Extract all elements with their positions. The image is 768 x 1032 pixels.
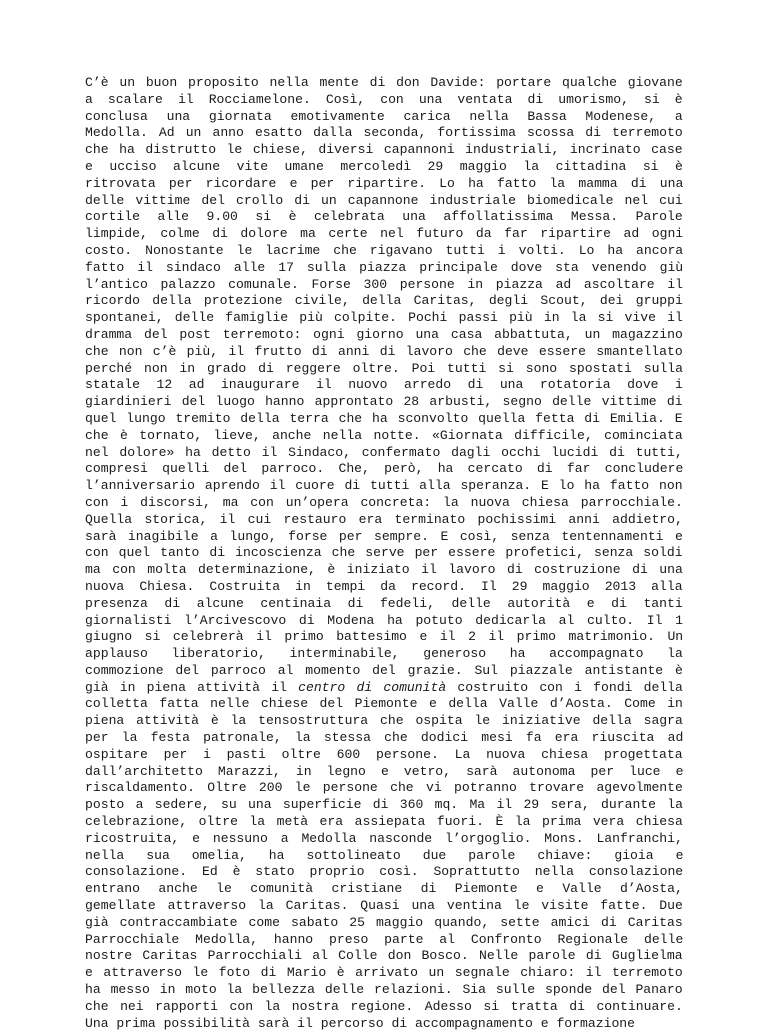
text-line: commozione del parroco al momento del grazie. Sul piazzale antistante è — [85, 662, 683, 678]
text-line: celebrazione, oltre la metà era assiepata fuori. È la prima vera chiesa — [85, 814, 683, 830]
text-line: delle vittime del crollo di un capannone industriale biomedicale nel cui — [85, 192, 683, 208]
text-line: ritrovata per ricordare e per ripartire. Lo ha fatto la mamma di una — [85, 175, 684, 191]
text-line: che ha distrutto le chiese, diversi capannoni industriali, incrinato case — [85, 142, 683, 158]
text-line: dramma del post terremoto: ogni giorno una casa abbattuta, un magazzino — [85, 326, 683, 342]
text-line: a scalare il Rocciamelone. Così, con una ventata di umorismo, si è — [85, 91, 683, 107]
text-line: che non c’è più, il frutto di anni di lavoro che deve essere smantellato — [85, 343, 683, 359]
text-line: entrano anche le comunità cristiane di Piemonte e Valle d’Aosta, — [85, 881, 683, 897]
text-line: compresi quelli del parroco. Che, però, ha cercato di far concludere — [85, 461, 684, 477]
text-line: nel dolore» ha detto il Sindaco, confermato dagli occhi lucidi di tutti, — [85, 444, 683, 460]
text-line: l’anniversario aprendo il cuore di tutti alla speranza. E lo ha fatto non — [85, 478, 683, 494]
text-line: che è tornato, lieve, anche nella notte. «Giornata difficile, cominciata — [85, 427, 683, 443]
text-line: l’antico palazzo comunale. Forse 300 persone in piazza ad ascoltare il — [85, 276, 684, 292]
text-line: Medolla. Ad un anno esatto dalla seconda, fortissima scossa di terremoto — [85, 125, 683, 141]
text-line: ma con molta determinazione, è iniziato il lavoro di costruzione di una — [85, 562, 683, 578]
text-line: per la festa patronale, la stessa che dodici mesi fa era riuscita ad — [85, 730, 684, 746]
text-line: con i discorsi, ma con un’opera concreta: la nuova chiesa parrocchiale. — [85, 494, 683, 510]
text-line: sarà inagibile a lungo, forse per sempre. E così, senza tentennamenti e — [85, 528, 683, 544]
text-fragment: costruito con i fondi della — [446, 679, 683, 695]
text-line: quel lungo tremito della terra che ha sconvolto quella fetta di Emilia. E — [85, 410, 683, 426]
text-line: cortile alle 9.00 si è celebrata una affollatissima Messa. Parole — [85, 209, 683, 225]
text-line: applauso liberatorio, interminabile, generoso ha accompagnato la — [85, 646, 683, 662]
text-line: gemellate attraverso la Caritas. Quasi una ventina le visite fatte. Due — [85, 898, 683, 914]
text-line: spontanei, delle famiglie più colpite. Pochi passi più in la si vive il — [85, 310, 683, 326]
text-line: Una prima possibilità sarà il percorso di accompagnamento e formazione — [85, 1015, 636, 1031]
text-line: con quel tanto di incoscienza che serve per essere profetici, senza soldi — [85, 545, 683, 561]
text-line: C’è un buon proposito nella mente di don Davide: portare qualche giovane — [85, 75, 683, 90]
text-line: piena attività è la tensostruttura che ospita le iniziative della sagra — [85, 713, 683, 729]
text-line: Quella storica, il cui restauro era terminato pochissimi anni addietro, — [85, 511, 683, 527]
text-line: limpide, colme di dolore ma certe nel futuro da far ripartire ad ogni — [85, 226, 684, 242]
text-line: e ucciso alcune vite umane mercoledì 29 maggio la cittadina si è — [85, 158, 683, 174]
text-line: nostre Caritas Parrocchiali al Colle don Bosco. Nelle parole di Guglielma — [85, 948, 683, 964]
text-line: riscaldamento. Oltre 200 le persone che vi potranno trovare agevolmente — [85, 780, 683, 796]
italic-phrase: centro di comunità — [298, 679, 447, 695]
text-line: giardinieri del luogo hanno approntato 28 arbusti, segno delle vittime di — [85, 394, 683, 410]
text-line: nuova Chiesa. Costruita in tempi da record. Il 29 maggio 2013 alla — [85, 578, 683, 594]
text-line: consolazione. Ed è stato proprio così. Soprattutto nella consolazione — [85, 864, 684, 880]
text-line: posto a sedere, su una superficie di 360 mq. Ma il 29 sera, durante la — [85, 797, 684, 813]
text-line: colletta fatta nelle chiese del Piemonte e della Valle d’Aosta. Come in — [85, 696, 683, 712]
text-line: statale 12 ad inaugurare il nuovo arredo di una rotatoria dove i — [85, 377, 683, 393]
text-line: dall’architetto Marazzi, in legno e vetro, sarà autonoma per luce e — [85, 763, 684, 779]
text-line: ricostruita, e nessuno a Medolla nasconde l’orgoglio. Mons. Lanfranchi, — [85, 830, 683, 846]
text-line: conclusa una giornata emotivamente carica nella Bassa Modenese, a — [85, 108, 683, 124]
text-line: presenza di alcune centinaia di fedeli, delle autorità e di tanti — [85, 595, 683, 611]
text-line: nella sua omelia, ha sottolineato due parole chiave: gioia e — [85, 847, 684, 863]
text-line: ricordo della protezione civile, della Caritas, degli Scout, dei gruppi — [85, 293, 683, 309]
text-line: giugno si celebrerà il primo battesimo e il 2 il primo matrimonio. Un — [85, 629, 684, 645]
text-fragment: già in piena attività il — [85, 679, 299, 695]
text-line: che nei rapporti con la nostra regione. Adesso si tratta di continuare. — [85, 998, 683, 1014]
article-body — [85, 75, 683, 1032]
text-line: già contraccambiate come sabato 25 maggio quando, sette amici di Caritas — [85, 914, 683, 930]
text-line: ha messo in moto la bellezza delle relazioni. Sia sulle sponde del Panaro — [85, 982, 683, 998]
text-line: Parrocchiale Medolla, hanno preso parte al Confronto Regionale delle — [85, 931, 684, 947]
text-line: perché non in grado di reggere oltre. Poi tutti si sono spostati sulla — [85, 360, 684, 376]
text-line: ospitare per i pasti oltre 600 persone. La nuova chiesa progettata — [85, 746, 683, 762]
text-line: giornalisti l’Arcivescovo di Modena ha potuto dedicarla al culto. Il 1 — [85, 612, 684, 628]
text-line: fatto il sindaco alle 17 sulla piazza principale dove sta venendo giù — [85, 259, 684, 275]
text-line: costo. Nonostante le lacrime che rigavano tutti i volti. Lo ha ancora — [85, 242, 684, 258]
text-line — [85, 680, 683, 697]
text-line: e attraverso le foto di Mario è arrivato un segnale chiaro: il terremoto — [85, 965, 683, 981]
